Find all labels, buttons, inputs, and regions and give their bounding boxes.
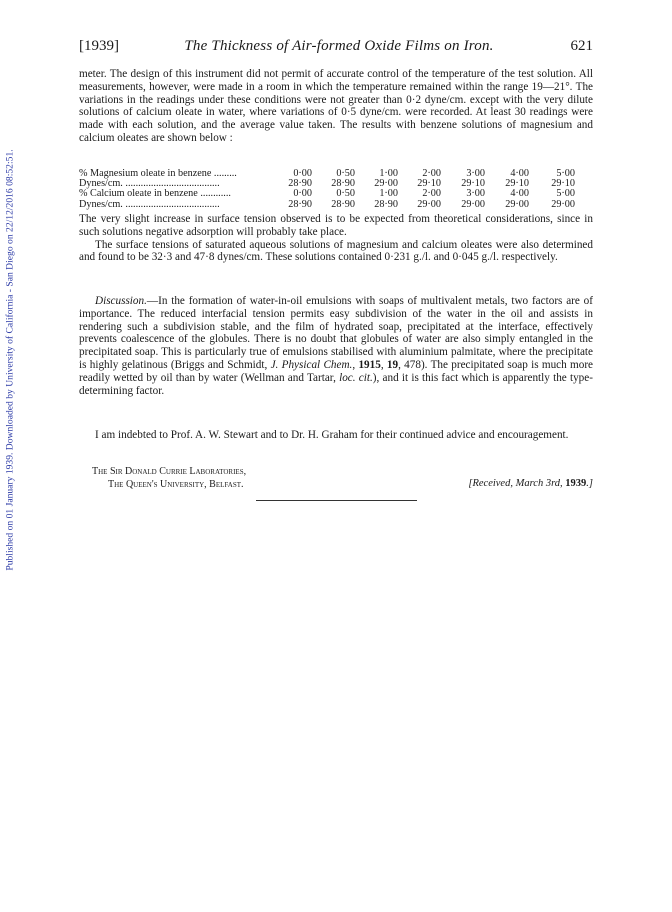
table-cell: 28·90 xyxy=(288,178,312,190)
citation-volume: 19 xyxy=(386,358,399,371)
received-year: 1939 xyxy=(565,478,587,489)
affiliation-line-2: The Queen's University, Belfast. xyxy=(108,478,244,490)
received-prefix: [Received, March xyxy=(468,478,546,489)
discussion-heading: Discussion. xyxy=(95,295,147,307)
paragraph-method-text: meter. The design of this instrument did not permit of accurate control of the temperature of the test solution. All measurements, however, were made in a room in which the temperature remained within the range 19—21°. The variations in the readings under these conditions were not greater than 0·2 dyne/cm. except with the very dilute solutions of calcium oleate in water, where variations of 0·5 dyne/cm. were recorded. At least 30 readings were made with each solution, and the average value taken. The results with benzene solutions of magnesium and calcium oleates are shown below : xyxy=(79,68,593,144)
table-cell: 28·90 xyxy=(331,198,355,210)
table-cell: 28·90 xyxy=(374,198,398,210)
watermark-text: Published on 01 January 1939. Downloaded by University of California - San Diego on 22/12/2016 08:52:51. xyxy=(4,149,16,571)
table-cell: 2·00 xyxy=(422,188,441,200)
table-cell: 28·90 xyxy=(288,198,312,210)
table-cell: 0·50 xyxy=(336,188,355,200)
loc-cit: loc. cit. xyxy=(339,371,373,384)
results-table xyxy=(79,169,593,210)
table-cell: 29·10 xyxy=(551,178,575,190)
received-end: .] xyxy=(586,478,593,489)
discussion-sep: , xyxy=(380,358,387,371)
table-cell: 3·00 xyxy=(466,168,485,179)
table-cell: 28·90 xyxy=(331,178,355,190)
paragraph-results-text-a: The very slight increase in surface tension observed is to be expected from theoretical considerations, since in such solutions negative adsorption will probably take place. xyxy=(79,213,593,238)
paragraph-method xyxy=(79,68,593,145)
citation-year: 1915 xyxy=(358,358,381,371)
received-sep: , xyxy=(560,478,566,489)
discussion-text-1: —In the formation of water-in-oil emulsions with soaps of multivalent metals, two factors are of importance. The reduced interfacial tension permits easy subdivision of the water in the oil and assists in rendering such a subdivision stable, and the film of hydrated soap, precipitated at the interface, effectively prevents coalescence of the globules. There is no doubt that globules of water are also simply entangled in the precipitated soap. This is particularly true of emulsions stabilised with aluminium palmitate, where the precipitate is highly gelatinous (Briggs and Schmidt, xyxy=(79,295,593,371)
paragraph-results xyxy=(79,213,593,264)
table-cell: 29·10 xyxy=(417,178,441,190)
table-row-label: % Calcium oleate in benzene ............ xyxy=(79,188,231,200)
header-title: The Thickness of Air-formed Oxide Films on Iron. xyxy=(184,38,494,54)
table-cell: 2·00 xyxy=(422,168,441,179)
table-cell: 0·50 xyxy=(336,168,355,179)
table-cell: 3·00 xyxy=(466,188,485,200)
table-row xyxy=(79,200,593,210)
discussion-text-2: , 478). The precipitated soap is much more readily wetted by oil than by water (Wellman and Tartar, xyxy=(79,358,594,384)
table-cell: 29·00 xyxy=(461,198,485,210)
affiliation xyxy=(92,466,246,491)
table-cell: 29·00 xyxy=(551,198,575,210)
table-cell: 29·00 xyxy=(505,198,529,210)
running-header xyxy=(79,38,593,58)
affiliation-line-1: The Sir Donald Currie Laboratories, xyxy=(92,466,247,477)
download-watermark xyxy=(0,0,20,912)
table-cell: 1·00 xyxy=(379,188,398,200)
end-rule xyxy=(256,500,417,501)
table-cell: 1·00 xyxy=(379,168,398,179)
table-cell: 4·00 xyxy=(510,168,529,179)
paragraph-results-text-b: The surface tensions of saturated aqueous solutions of magnesium and calcium oleates were also determined and found to be 32·3 and 47·8 dynes/cm. These solutions contained 0·231 g./l. and 0·045 g./l. respectively. xyxy=(79,238,593,264)
table-cell: 4·00 xyxy=(510,188,529,200)
table-cell: 29·00 xyxy=(417,198,441,210)
acknowledgement-text: I am indebted to Prof. A. W. Stewart and to Dr. H. Graham for their continued advice and encouragement. xyxy=(95,429,569,441)
table-row-label: Dynes/cm. ..................................... xyxy=(79,178,220,190)
table-cell: 5·00 xyxy=(556,188,575,200)
table-cell: 0·00 xyxy=(293,188,312,200)
received-day: 3rd xyxy=(545,478,561,489)
table-cell: 29·10 xyxy=(461,178,485,190)
paragraph-acknowledgement xyxy=(79,429,593,442)
paragraph-discussion xyxy=(79,295,593,397)
paragraph-discussion-text xyxy=(79,295,593,397)
table-cell: 29·10 xyxy=(505,178,529,190)
table-cell: 29·00 xyxy=(374,178,398,190)
table-row-label: Dynes/cm. ..................................... xyxy=(79,198,220,210)
discussion-text-3: ), and it is this fact which is apparently the type-determining factor. xyxy=(79,371,593,397)
journal-name: J. Physical Chem. xyxy=(270,358,353,371)
table-cell: 0·00 xyxy=(293,168,312,179)
table-row-label: % Magnesium oleate in benzene ......... xyxy=(79,168,237,179)
header-year: [1939] xyxy=(79,38,119,54)
page-number: 621 xyxy=(570,38,593,54)
received-date xyxy=(468,478,593,489)
table-cell: 5·00 xyxy=(556,168,575,179)
discussion-comma: , xyxy=(352,358,359,371)
